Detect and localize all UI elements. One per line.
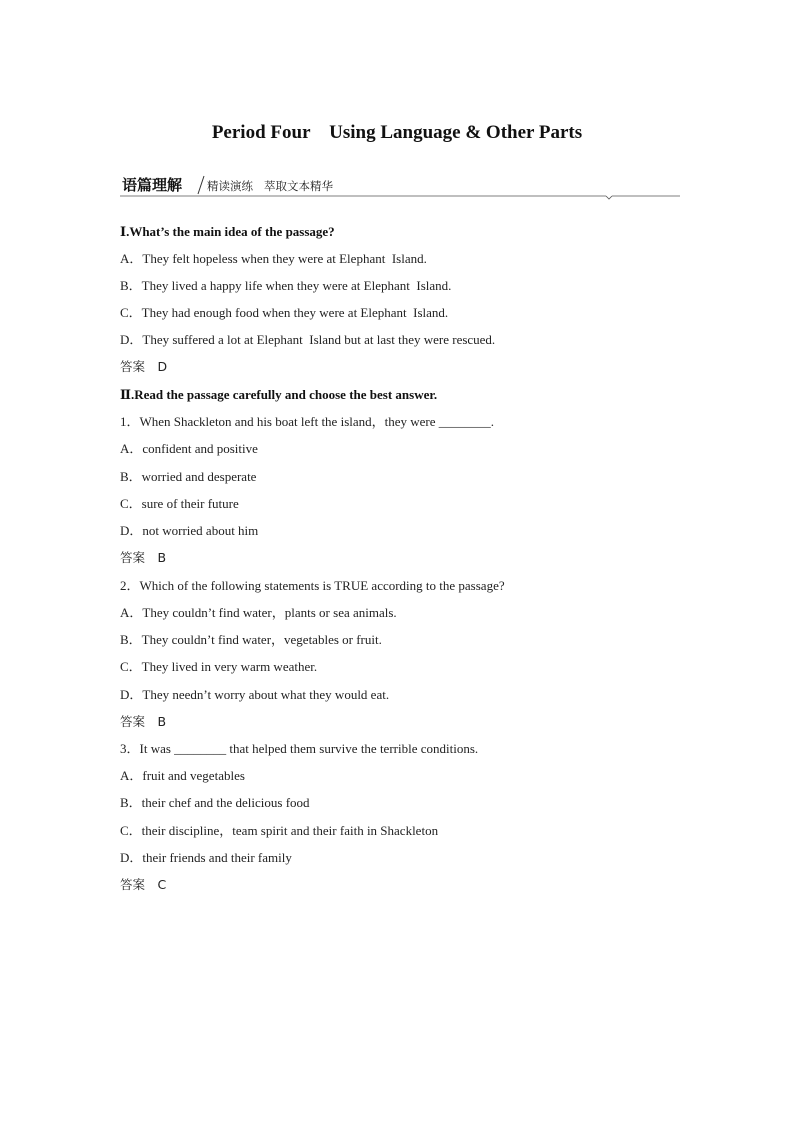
section-rule <box>120 194 680 200</box>
part1-option-a: A．They felt hopeless when they were at Elephant Island. <box>120 251 427 266</box>
q3-option-a: A．fruit and vegetables <box>120 768 245 783</box>
q1-option-d: D．not worried about him <box>120 523 259 538</box>
q2-option-a: A．They couldn’t find water，plants or sea animals. <box>120 605 397 620</box>
q1-option-b: B．worried and desperate <box>120 469 257 484</box>
part1-heading: Ⅰ.What’s the main idea of the passage? <box>120 224 335 239</box>
q3-answer: 答案 C <box>120 877 167 892</box>
q1-answer: 答案 B <box>120 550 167 565</box>
q2-option-d: D．They needn’t worry about what they would eat. <box>120 687 390 702</box>
q2-answer: 答案 B <box>120 714 167 729</box>
part2-heading: Ⅱ.Read the passage carefully and choose the best answer. <box>120 387 438 402</box>
q2-stem: 2．Which of the following statements is TRUE according to the passage? <box>120 578 505 593</box>
part1-option-d: D．They suffered a lot at Elephant Island but at last they were rescued. <box>120 332 496 347</box>
section-subtitle: 精读演练 萃取文本精华 <box>207 179 333 193</box>
part1-option-c: C．They had enough food when they were at Elephant Island. <box>120 305 449 320</box>
q2-option-c: C．They lived in very warm weather. <box>120 659 318 674</box>
q3-stem: 3．It was ________ that helped them survive the terrible conditions. <box>120 741 479 756</box>
page-title: Period Four Using Language & Other Parts <box>211 122 583 143</box>
q2-option-b: B．They couldn’t find water，vegetables or fruit. <box>120 632 382 647</box>
slash-divider-icon <box>196 175 206 195</box>
section-label: 语篇理解 <box>122 176 183 194</box>
q3-option-b: B．their chef and the delicious food <box>120 795 310 810</box>
q1-option-a: A．confident and positive <box>120 441 258 456</box>
part1-option-b: B．They lived a happy life when they were at Elephant Island. <box>120 278 452 293</box>
q3-option-d: D．their friends and their family <box>120 850 292 865</box>
q1-stem: 1．When Shackleton and his boat left the island，they were ________. <box>120 414 495 429</box>
section-header <box>120 174 680 200</box>
part1-answer: 答案 D <box>120 359 168 374</box>
q1-option-c: C．sure of their future <box>120 496 239 511</box>
q3-option-c: C．their discipline，team spirit and their faith in Shackleton <box>120 823 439 838</box>
